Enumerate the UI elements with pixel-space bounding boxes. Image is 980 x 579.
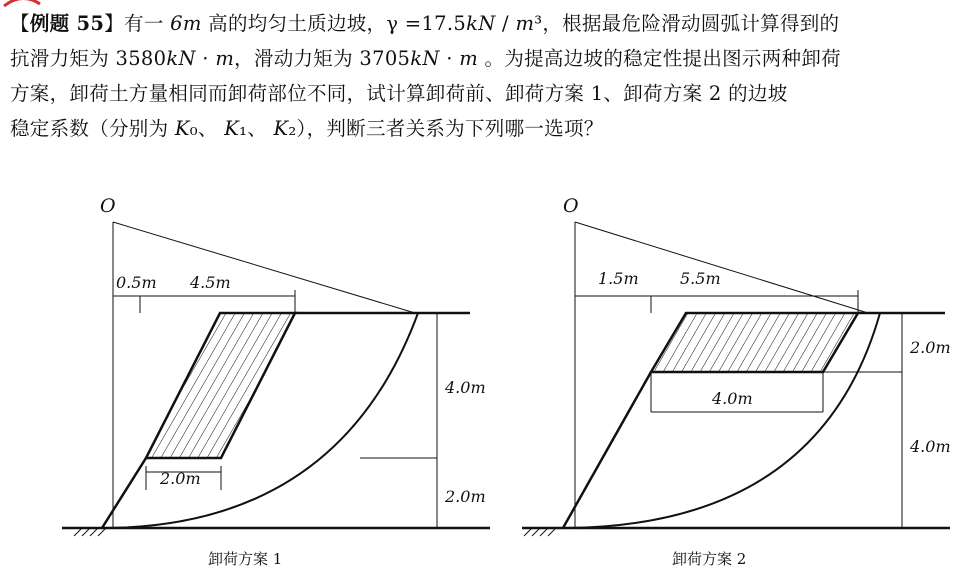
dim-top-left-1: 0.5m — [116, 273, 157, 292]
dim-bottom-1: 2.0m — [160, 469, 201, 488]
problem-line-3: 方案，卸荷土方量相同而卸荷部位不同，试计算卸荷前、卸荷方案 1、卸荷方案 2 的边坡 — [10, 82, 788, 105]
problem-text — [10, 6, 974, 146]
slope-face-lower — [102, 458, 146, 528]
center-label-2: O — [563, 195, 579, 217]
unloading-zone — [146, 313, 295, 458]
problem-line-4: 稳定系数（分别为 K₀、 K₁、 K₂），判断三者关系为下列哪一选项？ — [10, 117, 604, 140]
dim-top-right-2: 5.5m — [680, 269, 721, 288]
dim-right-lower-2: 4.0m — [910, 437, 951, 456]
caption-2: 卸荷方案 2 — [672, 550, 747, 568]
figure-2 — [522, 222, 950, 536]
caption-1: 卸荷方案 1 — [208, 550, 283, 568]
dim-right-upper-2: 2.0m — [910, 338, 951, 357]
problem-line-2: 抗滑力矩为 3580kN · m，滑动力矩为 3705kN · m 。为提高边坡的稳定性提出图示两种卸荷 — [10, 47, 841, 70]
center-label-1: O — [100, 195, 116, 217]
dim-right-upper-1: 4.0m — [445, 378, 486, 397]
slope-figures — [0, 180, 980, 579]
slope-face-lower — [563, 372, 651, 528]
dim-top-left-2: 1.5m — [598, 269, 639, 288]
problem-line-1: 【例题 55】有一 6m 高的均匀土质边坡，γ =17.5kN / m³，根据最危险滑动圆弧计算得到的 — [10, 12, 840, 35]
unloading-zone — [651, 313, 858, 372]
figure-1-labels — [100, 195, 486, 568]
dim-right-lower-1: 2.0m — [445, 487, 486, 506]
radius-line — [575, 222, 868, 313]
figure-1 — [62, 222, 490, 536]
dim-bottom-2: 4.0m — [712, 389, 753, 408]
radius-line — [113, 222, 415, 313]
figure-2-labels — [563, 195, 951, 568]
example-number: 例题 55 — [29, 12, 105, 35]
dim-top-right-1: 4.5m — [190, 273, 231, 292]
